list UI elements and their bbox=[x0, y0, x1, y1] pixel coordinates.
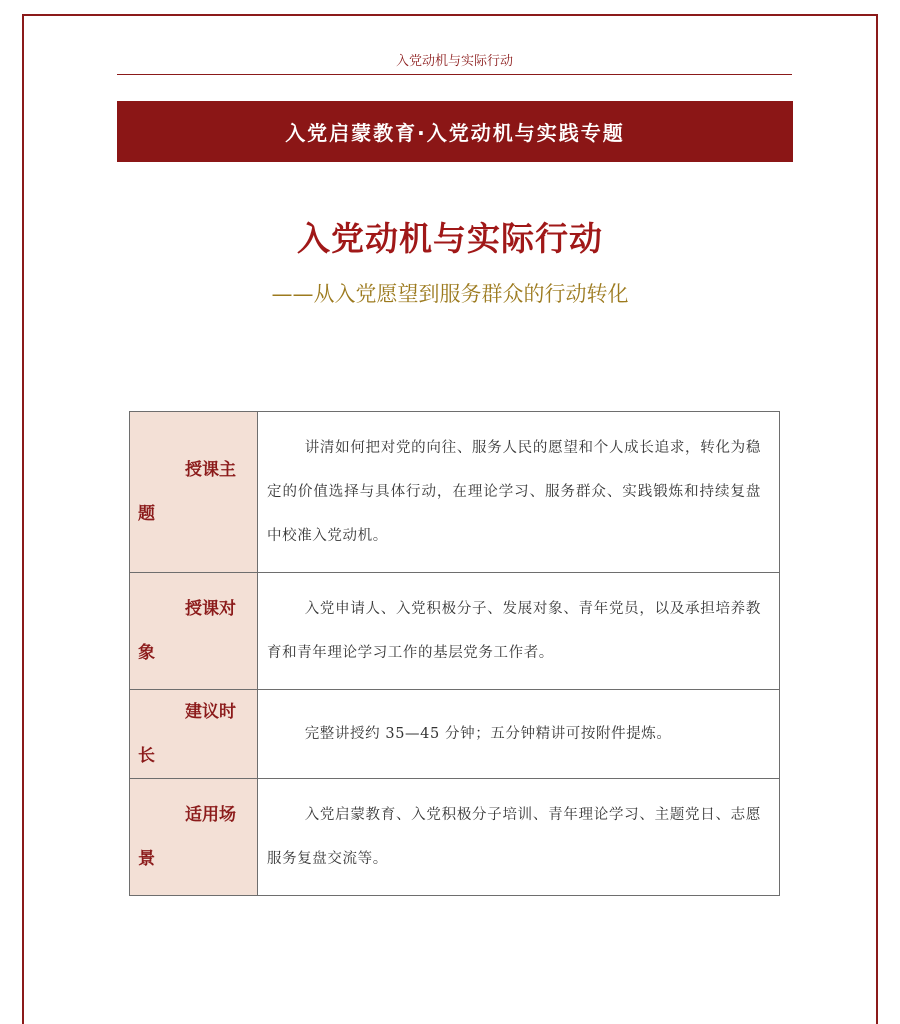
banner-text: 入党启蒙教育·入党动机与实践专题 bbox=[285, 121, 625, 145]
row-label-text: 适用场景 bbox=[138, 805, 236, 869]
row-value-audience: 入党申请人、入党积极分子、发展对象、青年党员，以及承担培养教育和青年理论学习工作的基层党务工作者。 bbox=[258, 573, 780, 690]
table-row bbox=[130, 779, 780, 896]
row-value-scenarios: 入党启蒙教育、入党积极分子培训、青年理论学习、主题党日、志愿服务复盘交流等。 bbox=[258, 779, 780, 896]
row-label-scenarios bbox=[130, 779, 258, 896]
row-label-topic bbox=[130, 412, 258, 573]
page-title: 入党动机与实际行动 bbox=[297, 219, 603, 258]
page-subtitle: ——从入党愿望到服务群众的行动转化 bbox=[271, 282, 629, 306]
running-header: 入党动机与实际行动 bbox=[395, 54, 513, 69]
row-label-text: 授课主题 bbox=[138, 460, 236, 524]
table-row bbox=[130, 412, 780, 573]
row-label-audience bbox=[130, 573, 258, 690]
row-value-topic: 讲清如何把对党的向往、服务人民的愿望和个人成长追求，转化为稳定的价值选择与具体行动，在理论学习、服务群众、实践锻炼和持续复盘中校准入党动机。 bbox=[258, 412, 780, 573]
table-row bbox=[130, 690, 780, 779]
section-banner bbox=[117, 101, 793, 162]
row-label-text: 建议时长 bbox=[138, 702, 236, 766]
row-value-duration: 完整讲授约 35—45 分钟；五分钟精讲可按附件提炼。 bbox=[258, 690, 780, 779]
row-label-text: 授课对象 bbox=[138, 599, 236, 663]
header-divider bbox=[117, 74, 792, 75]
row-label-duration bbox=[130, 690, 258, 779]
course-info-table bbox=[129, 411, 780, 896]
table-row bbox=[130, 573, 780, 690]
